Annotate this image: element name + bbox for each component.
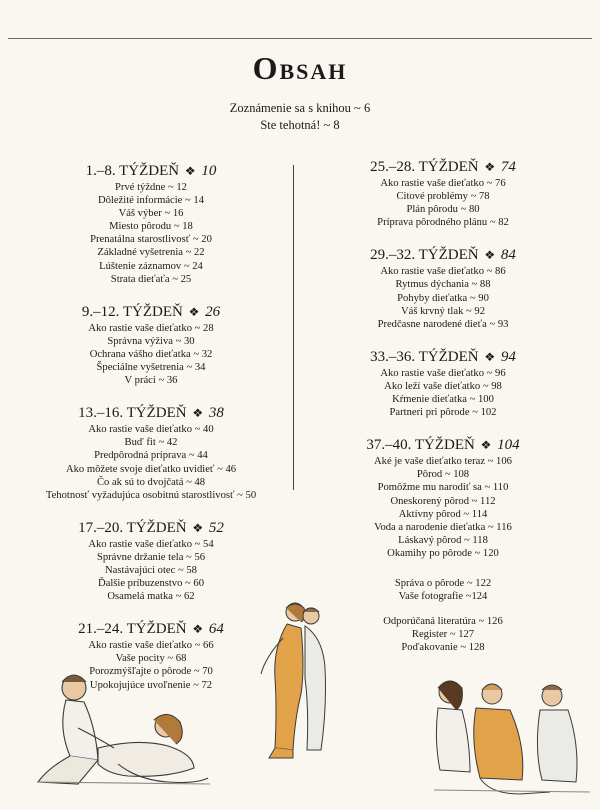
section-heading[interactable] — [318, 246, 568, 265]
toc-extras — [318, 577, 568, 654]
toc-entry[interactable]: Ako rastie vaše dieťatko ~ 76 — [380, 178, 506, 189]
toc-entry[interactable]: Lúštenie záznamov ~ 24 — [99, 260, 203, 272]
toc-entry[interactable]: Tehotnosť vyžadujúca osobitnú starostlivosť ~ 50 — [45, 489, 257, 501]
toc-entry[interactable]: Pomôžme mu narodiť sa ~ 110 — [377, 482, 509, 494]
toc-section — [318, 158, 568, 229]
toc-entry[interactable]: Plán pôrodu ~ 80 — [406, 204, 480, 216]
toc-entry[interactable]: Nastávajúci otec ~ 58 — [105, 564, 197, 576]
page-title: Obsah — [252, 50, 348, 86]
diamond-bullet-icon: ❖ — [484, 349, 496, 364]
toc-section — [30, 404, 272, 502]
diamond-bullet-icon: ❖ — [188, 304, 200, 319]
section-heading[interactable] — [30, 404, 272, 423]
toc-right-column — [318, 158, 568, 666]
toc-entry[interactable]: Vaše pocity ~ 68 — [115, 653, 187, 665]
illustration-relaxing-woman — [18, 668, 218, 790]
toc-entry[interactable]: Ako rastie vaše dieťatko ~ 66 — [88, 640, 214, 652]
toc-entry[interactable]: Ako rastie vaše dieťatko ~ 28 — [88, 322, 214, 334]
toc-entry[interactable]: Citové problémy ~ 78 — [396, 191, 490, 203]
toc-entry[interactable]: Rytmus dýchania ~ 88 — [395, 279, 491, 291]
toc-entry[interactable]: Váš výber ~ 16 — [118, 208, 184, 220]
toc-entry[interactable]: Predpôrodná príprava ~ 44 — [94, 450, 208, 462]
toc-entry[interactable]: Základné vyšetrenia ~ 22 — [97, 247, 205, 259]
toc-entry[interactable]: Strata dieťaťa ~ 25 — [110, 273, 192, 285]
toc-entry[interactable]: Aktívny pôrod ~ 114 — [398, 508, 488, 520]
toc-entry[interactable]: Pôrod ~ 108 — [416, 469, 470, 481]
top-rule — [8, 38, 592, 39]
section-heading-title: 33.–36. TÝŽDEŇ — [370, 348, 479, 365]
toc-entry[interactable]: Odporúčaná literatúra ~ 126 — [383, 616, 503, 628]
section-heading-title: 21.–24. TÝŽDEŇ — [78, 621, 187, 638]
toc-entry[interactable]: Ako rastie vaše dieťatko ~ 96 — [380, 367, 506, 379]
section-heading[interactable] — [318, 158, 568, 177]
section-heading[interactable] — [30, 519, 272, 538]
toc-entry[interactable]: Register ~ 127 — [411, 629, 475, 641]
toc-entry[interactable]: Dôležité informácie ~ 14 — [97, 195, 205, 207]
toc-section — [318, 246, 568, 330]
toc-entry[interactable]: Správa o pôrode ~ 122 — [394, 577, 492, 589]
diamond-bullet-icon: ❖ — [192, 520, 204, 535]
toc-entry[interactable]: Partneri pri pôrode ~ 102 — [389, 407, 497, 419]
section-heading[interactable] — [30, 303, 272, 322]
toc-entry[interactable]: Kŕmenie dieťatka ~ 100 — [392, 394, 494, 406]
toc-section — [318, 436, 568, 560]
section-heading-title: 13.–16. TÝŽDEŇ — [78, 405, 187, 422]
section-heading-title: 29.–32. TÝŽDEŇ — [370, 247, 479, 264]
toc-entry[interactable]: Ochrana vášho dieťatka ~ 32 — [89, 348, 213, 360]
intro — [0, 100, 600, 134]
toc-entry[interactable]: Ďalšie príbuzenstvo ~ 60 — [97, 578, 205, 590]
toc-entry[interactable]: Ako leží vaše dieťatko ~ 98 — [384, 380, 502, 392]
section-heading-title: 9.–12. TÝŽDEŇ — [81, 303, 183, 320]
section-heading[interactable] — [318, 436, 568, 455]
section-heading-page: 26 — [205, 303, 221, 320]
section-heading-page: 84 — [500, 247, 516, 264]
embracing-couple-drawing — [255, 598, 340, 763]
toc-section — [30, 162, 272, 286]
section-heading-title: 17.–20. TÝŽDEŇ — [78, 519, 187, 536]
toc-section — [30, 519, 272, 603]
toc-entry[interactable]: V práci ~ 36 — [124, 375, 178, 387]
section-heading-page: 64 — [208, 621, 224, 638]
toc-entry[interactable]: Oneskorený pôrod ~ 112 — [390, 495, 496, 507]
diamond-bullet-icon: ❖ — [192, 622, 204, 637]
toc-entry[interactable]: Vaše fotografie ~124 — [398, 591, 488, 603]
toc-section — [318, 348, 568, 419]
toc-entry[interactable]: Upokojujúce uvoľnenie ~ 72 — [89, 679, 213, 691]
toc-entry[interactable]: Okamihy po pôrode ~ 120 — [387, 547, 499, 559]
section-heading-title: 25.–28. TÝŽDEŇ — [370, 159, 479, 175]
section-heading-page: 38 — [208, 405, 224, 422]
toc-entry[interactable]: Správna výživa ~ 30 — [107, 335, 195, 347]
toc-entry[interactable]: Váš krvný tlak ~ 92 — [401, 305, 485, 317]
toc-entry[interactable]: Príprava pôrodného plánu ~ 82 — [377, 217, 509, 229]
diamond-bullet-icon: ❖ — [184, 164, 196, 178]
diamond-bullet-icon: ❖ — [484, 160, 496, 174]
toc-extra-group — [318, 615, 568, 654]
column-divider — [293, 165, 294, 490]
section-heading-page: 10 — [201, 163, 217, 179]
toc-entry[interactable]: Čo ak sú to dvojčatá ~ 48 — [96, 476, 206, 488]
toc-entry[interactable]: Ako rastie vaše dieťatko ~ 40 — [88, 424, 214, 436]
toc-entry[interactable]: Ako môžete svoje dieťatko uvidieť ~ 46 — [65, 463, 237, 475]
intro-line-1: Zoznámenie sa s knihou ~ 6 — [229, 101, 371, 115]
family-group-drawing — [430, 670, 595, 800]
relaxing-woman-drawing — [18, 668, 218, 790]
toc-right-sections — [318, 158, 568, 560]
diamond-bullet-icon: ❖ — [480, 438, 492, 453]
toc-entry[interactable]: Ako rastie vaše dieťatko ~ 86 — [380, 266, 506, 278]
toc-entry[interactable]: Prenatálna starostlivosť ~ 20 — [90, 234, 212, 246]
toc-entry[interactable]: Porozmýšľajte o pôrode ~ 70 — [89, 666, 213, 678]
section-heading-page: 104 — [497, 437, 520, 454]
section-heading-page: 74 — [500, 159, 516, 175]
section-heading[interactable] — [30, 162, 272, 181]
section-heading-title: 37.–40. TÝŽDEŇ — [366, 437, 475, 454]
toc-extra-group — [318, 577, 568, 603]
toc-entry[interactable]: Voda a narodenie dieťatka ~ 116 — [374, 521, 512, 533]
intro-line-2: Ste tehotná! ~ 8 — [260, 118, 340, 132]
toc-entry[interactable]: Správne držanie tela ~ 56 — [96, 551, 206, 563]
toc-entry[interactable]: Poďakovanie ~ 128 — [401, 642, 485, 654]
toc-entry[interactable]: Buď fit ~ 42 — [124, 437, 178, 449]
toc-entry[interactable]: Láskavý pôrod ~ 118 — [398, 534, 488, 546]
toc-section — [30, 303, 272, 387]
section-heading-page: 52 — [208, 519, 224, 536]
illustration-embracing-couple — [255, 598, 340, 763]
toc-entry[interactable]: Predčasne narodené dieťa ~ 93 — [377, 318, 509, 330]
diamond-bullet-icon: ❖ — [192, 406, 204, 421]
diamond-bullet-icon: ❖ — [484, 248, 496, 263]
toc-entry[interactable]: Osamelá matka ~ 62 — [107, 591, 195, 603]
illustration-family-group — [430, 670, 595, 800]
toc-entry[interactable]: Ako rastie vaše dieťatko ~ 54 — [88, 538, 214, 550]
section-heading-title: 1.–8. TÝŽDEŇ — [85, 163, 180, 179]
toc-entry[interactable]: Pohyby dieťatka ~ 90 — [397, 292, 489, 304]
toc-entry[interactable]: Špeciálne vyšetrenia ~ 34 — [96, 362, 206, 374]
section-heading-page: 94 — [500, 348, 516, 365]
toc-left-column — [30, 162, 272, 709]
toc-entry[interactable]: Miesto pôrodu ~ 18 — [109, 221, 193, 233]
toc-entry[interactable]: Prvé týždne ~ 12 — [115, 182, 187, 193]
section-heading[interactable] — [30, 620, 272, 639]
toc-entry[interactable]: Aké je vaše dieťatko teraz ~ 106 — [374, 456, 512, 468]
section-heading[interactable] — [318, 348, 568, 367]
